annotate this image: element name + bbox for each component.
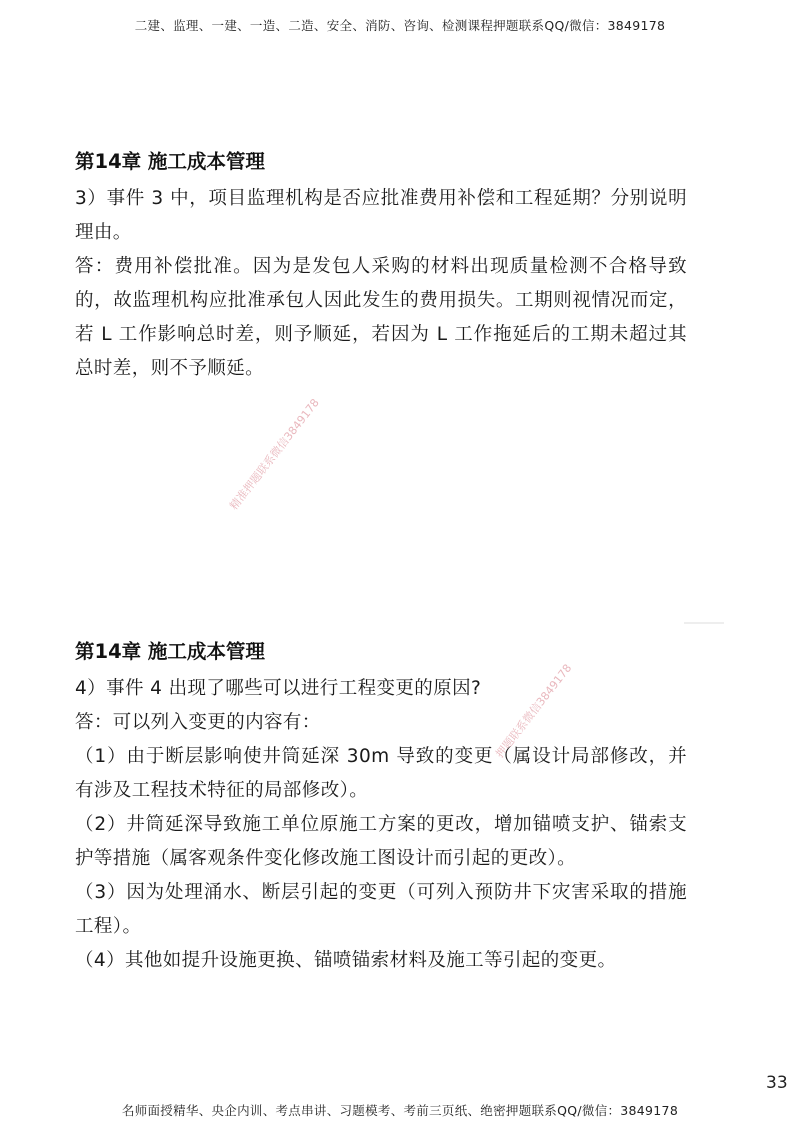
- watermark: 精准押题联系微信3849178: [227, 396, 322, 513]
- header-banner: 二建、监理、一建、一造、二造、安全、消防、咨询、检测课程押题联系QQ/微信：3849178: [134, 18, 666, 33]
- answer-item: （4）其他如提升设施更换、锚喷锚索材料及施工等引起的变更。: [75, 950, 617, 971]
- chapter-title: 第14章 施工成本管理: [75, 640, 265, 663]
- answer-item: （1）由于断层影响使井筒延深 30m 导致的变更（属设计局部修改，并有涉及工程技术特征的局部修改）。: [75, 746, 687, 801]
- section-event-4: [75, 638, 687, 978]
- section-event-3: [75, 148, 687, 386]
- footer-banner: 名师面授精华、央企内训、考点串讲、习题模考、考前三页纸、绝密押题联系QQ/微信：3849178: [121, 1103, 679, 1118]
- answer-item: （2）井筒延深导致施工单位原施工方案的更改，增加锚喷支护、锚索支护等措施（属客观条件变化修改施工图设计而引起的更改）。: [75, 814, 687, 869]
- answer-text: 答：费用补偿批准。因为是发包人采购的材料出现质量检测不合格导致的，故监理机构应批准承包人因此发生的费用损失。工期则视情况而定，若 L 工作影响总时差，则予顺延，若因为 L 工作拖延后的工期未超过其总时差，则不予顺延。: [75, 256, 687, 379]
- answer-item: （3）因为处理涌水、断层引起的变更（可列入预防井下灾害采取的措施工程）。: [75, 882, 687, 937]
- page-number: 33: [766, 1073, 788, 1093]
- watermark: 押题联系微信3849178: [493, 661, 575, 761]
- answer-intro: 答：可以列入变更的内容有：: [75, 712, 321, 733]
- chapter-title: 第14章 施工成本管理: [75, 150, 265, 173]
- question-text: 3）事件 3 中，项目监理机构是否应批准费用补偿和工程延期？分别说明理由。: [75, 188, 687, 243]
- question-text: 4）事件 4 出现了哪些可以进行工程变更的原因?: [75, 678, 482, 699]
- scan-artifact: [684, 622, 724, 624]
